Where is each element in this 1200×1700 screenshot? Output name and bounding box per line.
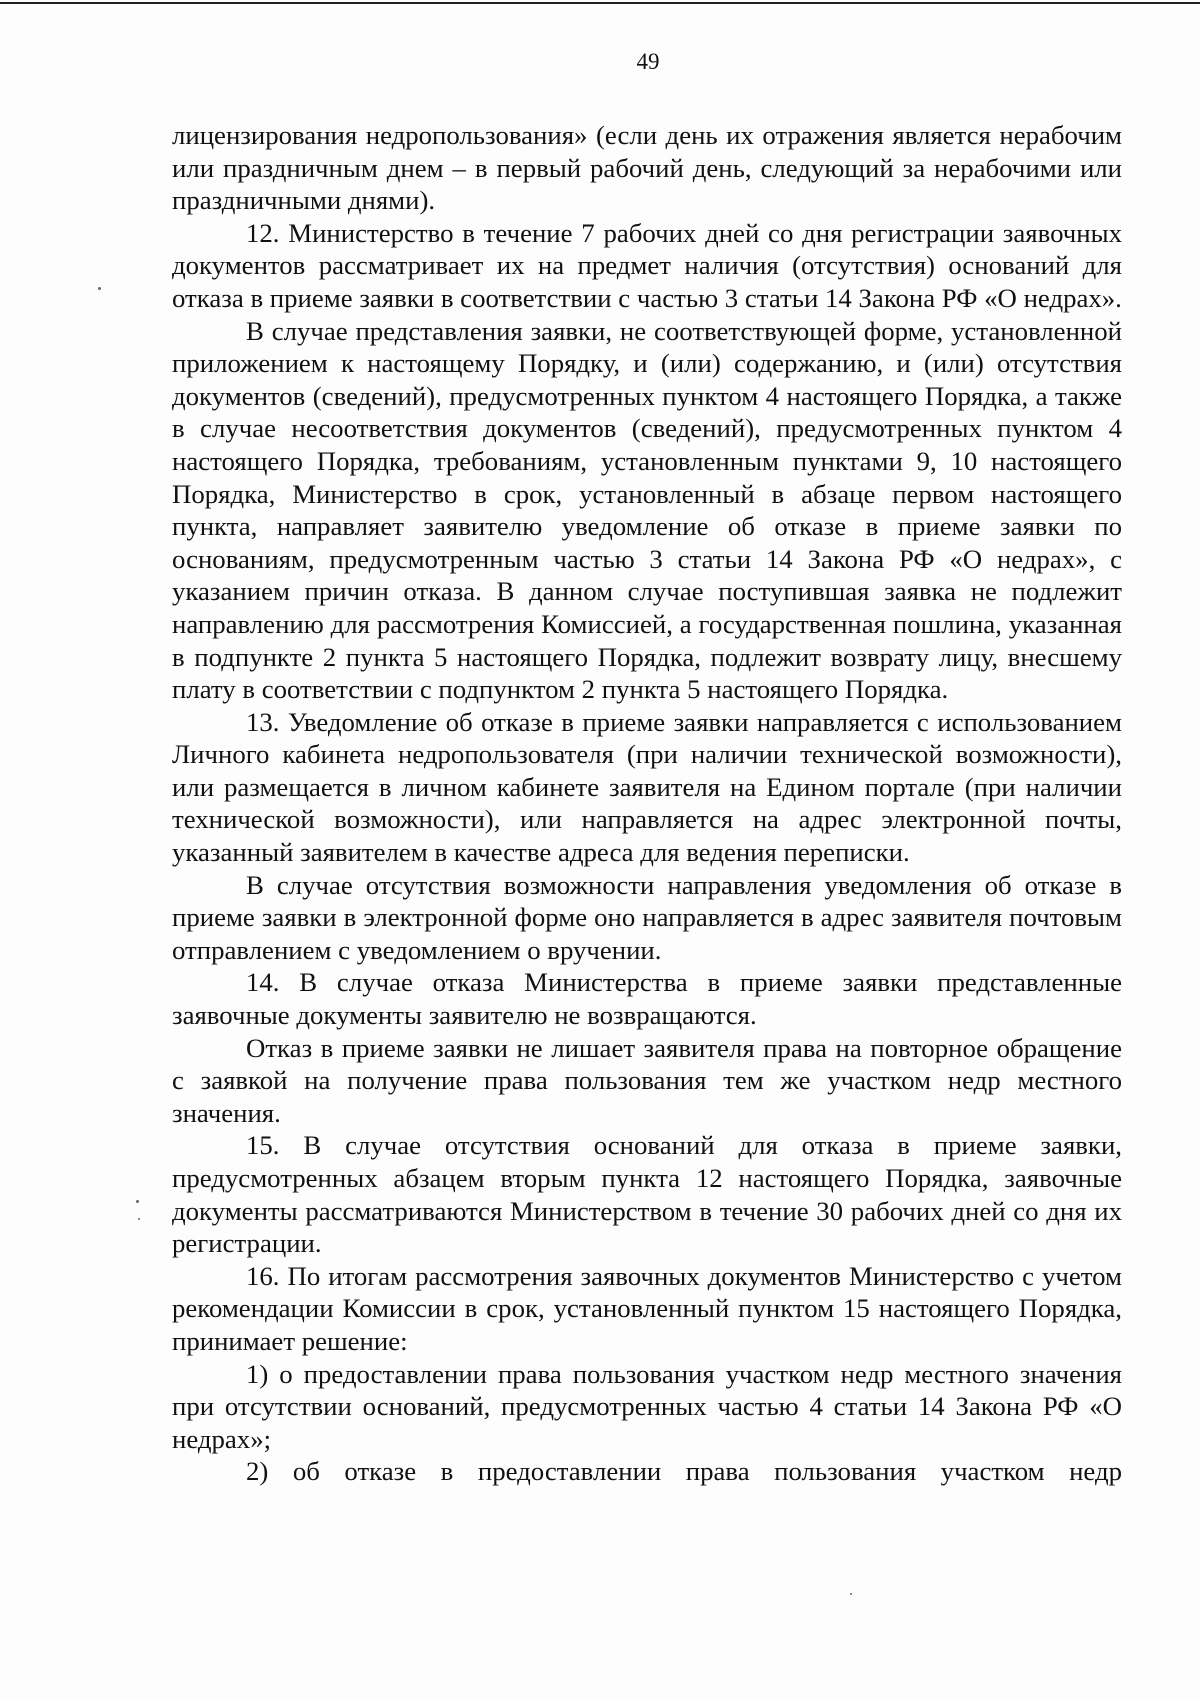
paragraph-item-13-postal-notice: В случае отсутствия возможности направления уведомления об отказе в приеме заявки в электронной форме оно направляется в адрес заявителя почтовым отправлением с уведомлением о вручении. [172,869,1122,965]
paragraph-continuation: лицензирования недропользования» (если день их отражения является нерабочим или праздничным днем – в первый рабочий день, следующий за нерабочими или праздничными днями). [172,120,1122,216]
paragraph-item-14: 14. В случае отказа Министерства в приеме заявки представленные заявочные документы заявителю не возвращаются. [172,967,1122,1031]
scan-top-edge [0,2,1200,4]
paragraph-subitem-1: 1) о предоставлении права пользования участком недр местного значения при отсутствии оснований, предусмотренных частью 4 статьи 14 Закона РФ «О недрах»; [172,1358,1122,1454]
paragraph-item-12: 12. Министерство в течение 7 рабочих дней со дня регистрации заявочных документов рассматривает их на предмет наличия (отсутствия) оснований для отказа в приеме заявки в соответствии с частью 3 статьи 14 Закона РФ «О недрах». [172,217,1122,313]
scan-speck [98,287,101,290]
paragraph-item-16: 16. По итогам рассмотрения заявочных документов Министерство с учетом рекомендации Комиссии в срок, установленный пунктом 15 настоящего Порядка, принимает решение: [172,1260,1122,1356]
paragraph-item-15: 15. В случае отсутствия оснований для отказа в приеме заявки, предусмотренных абзацем вторым пункта 12 настоящего Порядка, заявочные документы рассматриваются Министерством в течение 30 рабочих дней со дня их регистрации. [172,1130,1122,1259]
paragraph-item-13: 13. Уведомление об отказе в приеме заявки направляется с использованием Личного кабинета недропользователя (при наличии технической возможности), или размещается в личном кабинете заявителя на Едином портале (при наличии технической возможности), или направляется на адрес электронной почты, указанный заявителем в качестве адреса для ведения переписки. [172,706,1122,868]
paragraph-item-14-reapplication: Отказ в приеме заявки не лишает заявителя права на повторное обращение с заявкой на получение права пользования тем же участком недр местного значения. [172,1032,1122,1128]
scan-speck [136,1200,139,1203]
paragraph-item-12-rejection-cases: В случае представления заявки, не соответствующей форме, установленной приложением к настоящему Порядку, и (или) содержанию, и (или) отсутствия документов (сведений), предусмотренных пунктом 4 настоящего Порядка, а также в случае несоответствия документов (сведений), предусмотренных пунктом 4 настоящего Порядка, требованиям, установленным пунктами 9, 10 настоящего Порядка, Министерство в срок, установленный в абзаце первом настоящего пункта, направляет заявителю уведомление об отказе в приеме заявки по основаниям, предусмотренным частью 3 статьи 14 Закона РФ «О недрах», с указанием причин отказа. В данном случае поступившая заявка не подлежит направлению для рассмотрения Комиссией, а государственная пошлина, указанная в подпункте 2 пункта 5 настоящего Порядка, подлежит возврату лицу, внесшему плату в соответствии с подпунктом 2 пункта 5 настоящего Порядка. [172,315,1122,705]
scan-speck [138,1218,140,1220]
document-body [172,119,1122,1488]
scan-speck [850,1593,852,1595]
paragraph-subitem-2: 2) об отказе в предоставлении права пользования участком недр [246,1456,1122,1487]
page-number: 49 [636,49,660,74]
